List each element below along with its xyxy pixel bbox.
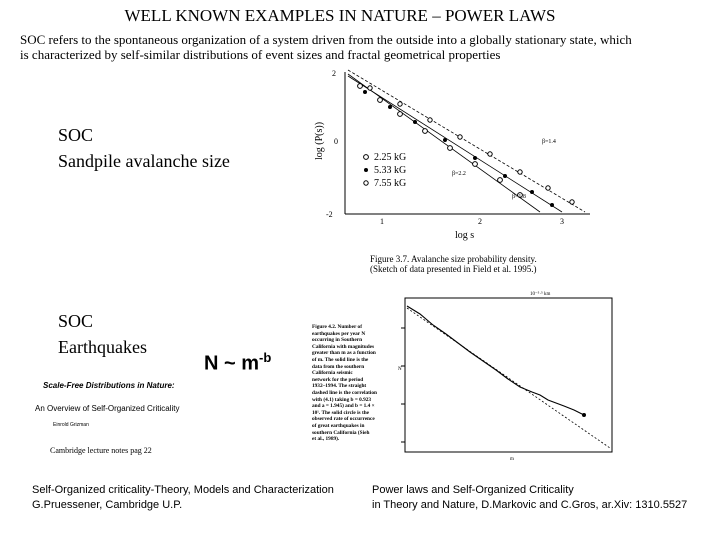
book-cover (35, 380, 205, 431)
formula-base: N ~ m (204, 352, 260, 375)
book-title-line-2: An Overview of Self-Organized Criticality (35, 404, 180, 413)
data-point (473, 162, 478, 167)
eq-fit-line (407, 308, 610, 448)
eq-top-label: 10⁻⁵·⁵ km (530, 292, 551, 297)
data-point (448, 146, 453, 151)
earthquake-figure-caption (312, 324, 394, 443)
caption-line: of m. The solid line is the (312, 356, 369, 363)
eq-great-quake-point (582, 413, 586, 417)
data-point (413, 120, 417, 124)
eq-data-line (407, 306, 584, 415)
data-point (518, 170, 522, 174)
caption-line: 1932–1994. The straight (312, 383, 367, 390)
sandpile-caption (370, 254, 537, 274)
data-point (443, 138, 447, 142)
cambridge-note: Cambridge lecture notes pag 22 (50, 446, 152, 455)
legend-entry-3: 7.55 kG (374, 178, 407, 189)
earthquake-label-line-2: Earthquakes (58, 337, 147, 357)
sandpile-y-tick-top: 2 (332, 69, 336, 78)
data-point (458, 135, 462, 139)
earthquake-label-line-1: SOC (58, 311, 94, 331)
reference-right-line-1: Power laws and Self-Organized Criticality (372, 484, 574, 496)
slope-label-2: β=1.8 (512, 194, 526, 200)
caption-line: California seismic (312, 370, 353, 377)
slope-label-3: β=2.2 (452, 171, 466, 177)
caption-line: earthquakes per year N (312, 330, 366, 337)
earthquake-chart (398, 288, 620, 462)
data-point (388, 105, 392, 109)
caption-line: and a = 1.945) and b = 1.4 × (312, 403, 375, 410)
sandpile-x-tick-1: 1 (380, 217, 384, 226)
power-law-formula (204, 350, 271, 376)
earthquake-label (58, 308, 147, 360)
caption-line: greater than m as a function (312, 350, 376, 357)
data-point (398, 102, 402, 106)
data-point (428, 118, 432, 122)
data-point (570, 200, 574, 204)
reference-right (372, 483, 687, 513)
reference-left-line-1: Self-Organized criticality-Theory, Models and Characterization (32, 484, 334, 496)
caption-line: dashed line is the correlation (312, 389, 377, 396)
data-point (530, 190, 534, 194)
formula-exponent: -b (259, 350, 272, 365)
intro-line-1: SOC refers to the spontaneous organization of a system driven from the outside into a globally stationary state, which (20, 32, 632, 47)
data-point (378, 98, 383, 103)
caption-line: network for the period (312, 376, 364, 383)
sandpile-label-line-2: Sandpile avalanche size (58, 151, 230, 171)
data-point (358, 84, 363, 89)
data-point (423, 129, 428, 134)
data-point (363, 90, 367, 94)
sandpile-x-label: log s (455, 230, 475, 241)
caption-line: with (4.1) taking b = 0.923 (312, 396, 372, 403)
series-dots (363, 90, 554, 207)
data-point (368, 86, 372, 90)
sandpile-y-tick-bottom: -2 (326, 210, 333, 219)
book-title-line-1: Scale-Free Distributions in Nature: (43, 381, 175, 390)
eq-y-label: N (398, 367, 402, 372)
sandpile-caption-line-1: Figure 3.7. Avalanche size probability density. (370, 254, 537, 264)
slope-label-1: β=1.4 (542, 139, 556, 145)
caption-line: data from the southern (312, 363, 365, 370)
sandpile-x-tick-2: 2 (478, 217, 482, 226)
caption-line: California with magnitudes (312, 343, 375, 350)
data-point (398, 112, 403, 117)
caption-line: southern California (Sieh (312, 429, 370, 436)
data-point (498, 178, 503, 183)
caption-line: occurring in Southern (312, 337, 363, 344)
reference-left (32, 483, 334, 513)
data-point (488, 152, 492, 156)
page-title: WELL KNOWN EXAMPLES IN NATURE – POWER LAWS (124, 6, 556, 25)
caption-line: observed rate of occurrence (312, 416, 375, 423)
data-point (503, 174, 507, 178)
sandpile-y-tick-mid: 0 (334, 137, 338, 146)
caption-line: of great earthquakes in (312, 422, 365, 429)
caption-line: Figure 4.2. Number of (312, 324, 362, 330)
sandpile-y-label: log (P(s)) (314, 121, 325, 160)
legend-entry-2: 5.33 kG (374, 165, 407, 176)
caption-line: 10¹. The solid circle is the (312, 409, 370, 416)
sandpile-caption-line-2: (Sketch of data presented in Field et al. 1995.) (370, 264, 537, 274)
intro-line-2: is characterized by self-similar distributions of event sizes and fractal geometrical properties (20, 47, 501, 62)
legend-marker-3 (364, 181, 368, 185)
sandpile-x-tick-3: 3 (560, 217, 564, 226)
data-point (546, 186, 550, 190)
fit-line-2 (348, 76, 562, 212)
legend-marker-1 (364, 155, 369, 160)
intro-text (20, 32, 710, 62)
sandpile-label-line-1: SOC (58, 125, 94, 145)
data-point (473, 156, 477, 160)
eq-x-label: m (510, 457, 514, 462)
caption-line: et al., 1989). (312, 436, 340, 443)
eq-plot-frame (405, 298, 612, 452)
sandpile-label (58, 122, 230, 174)
data-point (550, 203, 554, 207)
reference-left-line-2: G.Pruessener, Cambridge U.P. (32, 499, 183, 511)
book-author: Einrold Grizman (53, 422, 89, 428)
reference-right-line-2: in Theory and Nature, D.Markovic and C.Gros, ar.Xiv: 1310.5527 (372, 499, 688, 511)
legend-marker-2 (364, 168, 368, 172)
legend-entry-1: 2.25 kG (374, 152, 407, 163)
sandpile-figure (300, 62, 600, 244)
